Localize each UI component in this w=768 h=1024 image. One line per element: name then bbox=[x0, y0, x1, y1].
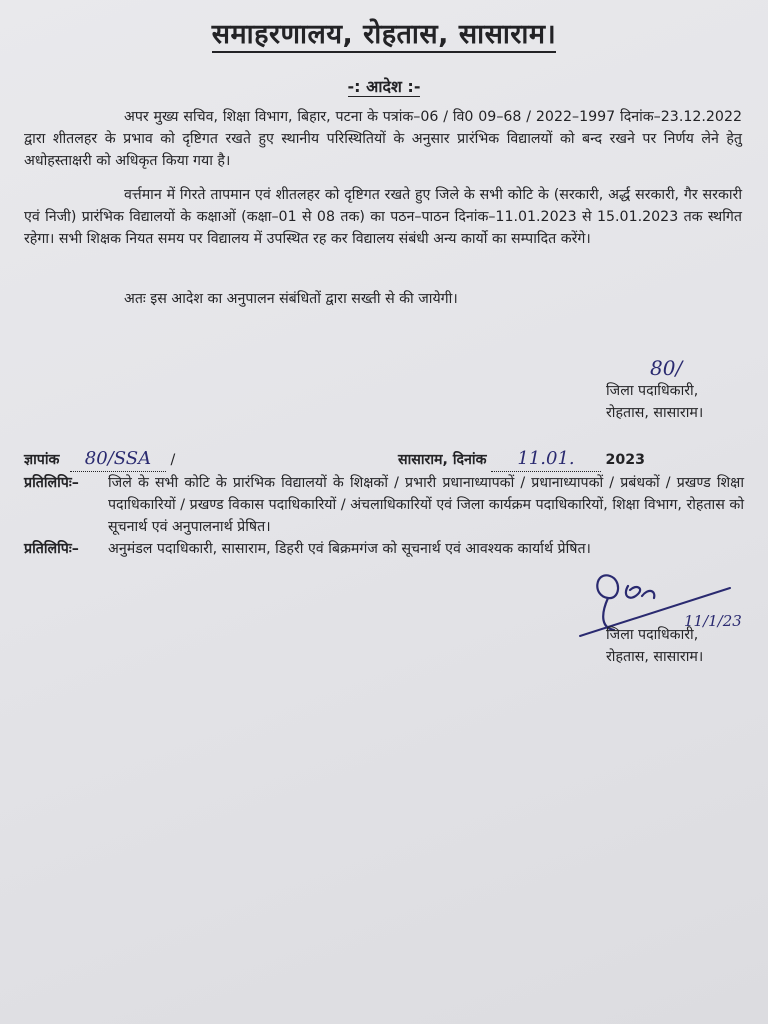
order-title: -: आदेश :- bbox=[347, 77, 421, 96]
copy-label-2: प्रतिलिपिः– bbox=[24, 541, 79, 557]
signature-mark-1: 80/ bbox=[650, 356, 683, 380]
memo-slash: / bbox=[170, 452, 176, 468]
order-paragraph-2: वर्त्तमान में गिरते तापमान एवं शीतलहर को दृष्टिगत रखते हुए जिले के सभी कोटि के (सरकारी, अर्द्ध सरकारी, गैर सरकारी एवं निजी) प्रारंभिक विद्यालयों के कक्षाओं (कक्षा–01 से 08 तक) का पठन–पाठन दिनांक–11.01.2023 से 15.01.2023 तक स्थगित रहेगा। सभी शिक्षक नियत समय पर विद्यालय में उपस्थित रह कर विद्यालय संबंधी अन्य कार्यो का सम्पादित करेंगे। bbox=[24, 187, 742, 247]
memo-date-line bbox=[398, 448, 645, 472]
signatory-block-2 bbox=[606, 624, 703, 668]
signature-date: 11/1/23 bbox=[684, 612, 742, 630]
order-paragraph-1: अपर मुख्य सचिव, शिक्षा विभाग, बिहार, पटना के पत्रांक–06 / वि0 09–68 / 2022–1997 दिनांक–23.12.2022 द्वारा शीतलहर के प्रभाव को दृष्टिगत रखते हुए स्थानीय परिस्थितियों के अनुसार प्रारंभिक विद्यालयों को बन्द रखने पर निर्णय लेने हेतु अधोहस्ताक्षरी को अधिकृत किया गया है। bbox=[24, 109, 742, 169]
signatory-location-1: रोहतास, सासाराम। bbox=[606, 405, 704, 421]
memo-date-field bbox=[491, 448, 601, 472]
copy-text-2: अनुमंडल पदाधिकारी, सासाराम, डिहरी एवं बिक्रमगंज को सूचनार्थ एवं आवश्यक कार्यार्थ प्रेषित। bbox=[108, 541, 591, 557]
signatory-title-1: जिला पदाधिकारी, bbox=[606, 383, 699, 399]
signatory-location-2: रोहतास, सासाराम। bbox=[606, 649, 704, 665]
order-paragraph-3: अतः इस आदेश का अनुपालन संबंधितों द्वारा सख्ती से की जायेगी। bbox=[124, 291, 458, 307]
memo-date: 11.01. bbox=[517, 448, 575, 469]
memo-year: 2023 bbox=[605, 452, 646, 468]
signatory-block-1 bbox=[606, 380, 703, 424]
memo-number: 80/SSA bbox=[84, 448, 152, 469]
memo-place-label: सासाराम, दिनांक bbox=[398, 452, 487, 468]
memo-label: ज्ञापांक bbox=[24, 452, 60, 468]
copy-text-1: जिले के सभी कोटि के प्रारंभिक विद्यालयों के शिक्षकों / प्रभारी प्रधानाध्यापकों / प्रधानाध्यापकों / प्रबंधकों / प्रखण्ड शिक्षा पदाधिकारियों / प्रखण्ड विकास पदाधिकारियों / अंचलाधिकारियों एवं जिला कार्यक्रम पदाधिकारियों, शिक्षा विभाग, रोहतास को सूचनार्थ एवं अनुपालनार्थ प्रेषित। bbox=[108, 475, 744, 535]
office-heading: समाहरणालय, रोहतास, सासाराम। bbox=[0, 14, 768, 51]
copy-label-1: प्रतिलिपिः– bbox=[24, 475, 79, 491]
memo-number-field bbox=[70, 448, 166, 472]
signatory-title-2: जिला पदाधिकारी, bbox=[606, 627, 699, 643]
